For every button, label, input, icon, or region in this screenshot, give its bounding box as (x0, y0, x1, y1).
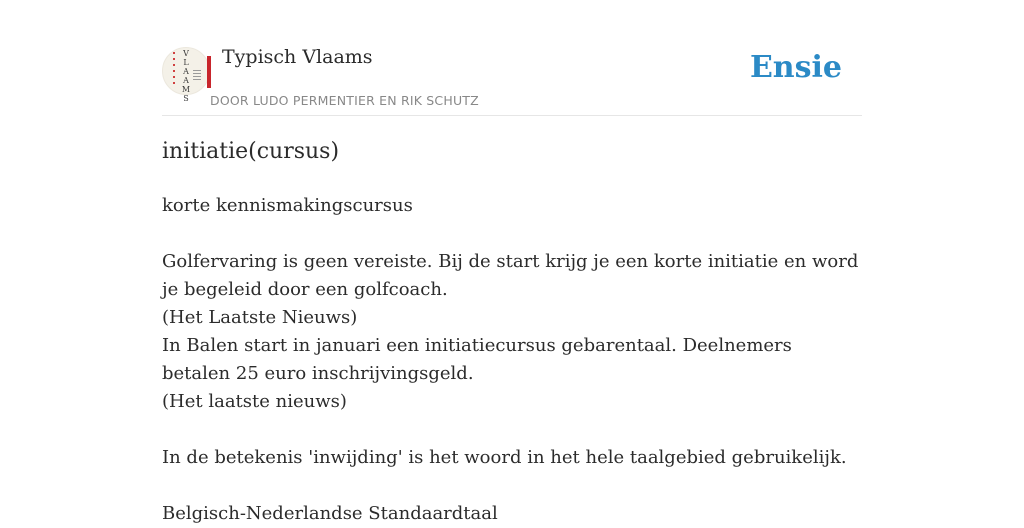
brand-logo[interactable]: Ensie (749, 50, 842, 85)
example-quote: Golfervaring is geen vereiste. Bij de start krijg je een korte initiatie en word je begeleid door een golfcoach. (162, 251, 859, 300)
example-quote: In Balen start in januari een initiatiecursus gebarentaal. Deelnemers betalen 25 euro inschrijvingsgeld. (162, 335, 792, 384)
usage-note: In de betekenis 'inwijding' is het woord in het hele taalgebied gebruikelijk. (162, 447, 847, 468)
header (162, 0, 862, 116)
logo-marks (173, 52, 175, 86)
site-logo[interactable] (162, 47, 210, 103)
spacer (162, 220, 862, 248)
entry-definition: korte kennismakingscursus (162, 195, 413, 216)
logo-letters: V L A A M S (181, 49, 191, 103)
spacer (162, 416, 862, 444)
example-source: (Het laatste nieuws) (162, 391, 347, 412)
entry-title: initiatie(cursus) (162, 139, 340, 164)
register-label: Belgisch-Nederlandse Standaardtaal (162, 503, 498, 524)
site-title[interactable]: Typisch Vlaams (222, 46, 373, 68)
spacer (162, 472, 862, 500)
logo-lines (193, 70, 201, 80)
example-source: (Het Laatste Nieuws) (162, 307, 358, 328)
page (162, 0, 862, 524)
logo-accent-bar (207, 56, 211, 88)
entry-body (162, 192, 862, 528)
byline: DOOR LUDO PERMENTIER EN RIK SCHUTZ (210, 93, 479, 108)
